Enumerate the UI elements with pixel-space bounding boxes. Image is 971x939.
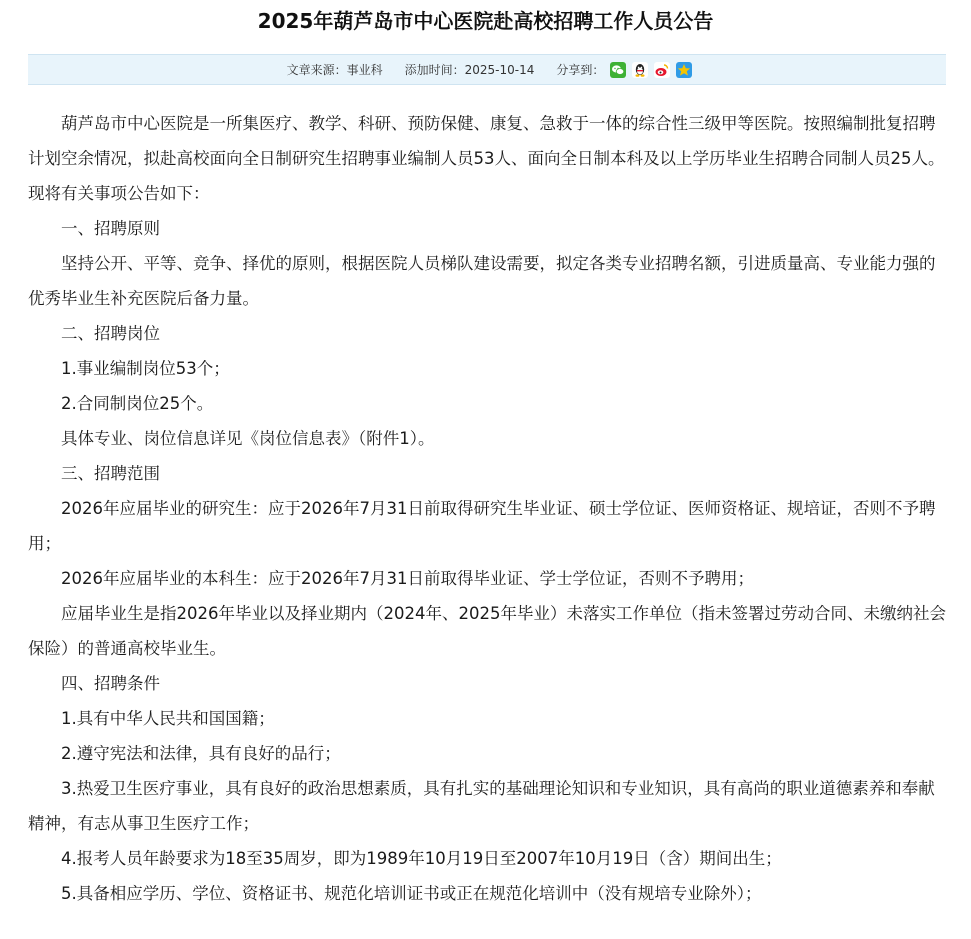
weibo-icon[interactable] (654, 62, 670, 78)
article-meta-bar (28, 54, 946, 85)
qzone-icon[interactable] (676, 62, 692, 78)
wechat-icon[interactable] (610, 62, 626, 78)
section-heading: 一、招聘原则 (28, 219, 160, 238)
qq-icon[interactable] (632, 62, 648, 78)
share-icons (610, 62, 698, 78)
article-paragraph: 1.具有中华人民共和国国籍； (28, 709, 275, 728)
article-paragraph: 具体专业、岗位信息详见《岗位信息表》（附件1）。 (28, 429, 435, 448)
article-source: 文章来源：事业科 (286, 63, 383, 77)
article-paragraph: 1.事业编制岗位53个； (28, 359, 230, 378)
share-section (556, 61, 698, 78)
article-paragraph: 2.合同制岗位25个。 (28, 394, 214, 413)
article-paragraph: 应届毕业生是指2026年毕业以及择业期内（2024年、2025年毕业）未落实工作单位（指未签署过劳动合同、未缴纳社会保险）的普通高校毕业生。 (28, 604, 946, 658)
page-title: 2025年葫芦岛市中心医院赴高校招聘工作人员公告 (257, 9, 714, 33)
article-paragraph: 3.热爱卫生医疗事业，具有良好的政治思想素质，具有扎实的基础理论知识和专业知识，具有高尚的职业道德素养和奉献精神，有志从事卫生医疗工作； (28, 779, 935, 833)
article-paragraph: 2026年应届毕业的本科生：应于2026年7月31日前取得毕业证、学士学位证，否则不予聘用； (28, 569, 754, 588)
share-label: 分享到： (556, 63, 605, 77)
article-paragraph: 坚持公开、平等、竞争、择优的原则，根据医院人员梯队建设需要，拟定各类专业招聘名额，引进质量高、专业能力强的优秀毕业生补充医院后备力量。 (28, 254, 936, 308)
article-date: 添加时间：2025-10-14 (404, 63, 535, 77)
section-heading: 二、招聘岗位 (28, 324, 160, 343)
article-paragraph: 2026年应届毕业的研究生：应于2026年7月31日前取得研究生毕业证、硕士学位证、医师资格证、规培证，否则不予聘用； (28, 499, 936, 553)
article-paragraph: 5.具备相应学历、学位、资格证书、规范化培训证书或正在规范化培训中（没有规培专业除外）； (28, 884, 762, 903)
article-paragraph: 2.遵守宪法和法律，具有良好的品行； (28, 744, 341, 763)
article-body (28, 106, 946, 911)
section-heading: 三、招聘范围 (28, 464, 160, 483)
section-heading: 四、招聘条件 (28, 674, 160, 693)
article-paragraph: 4.报考人员年龄要求为18至35周岁，即为1989年10月19日至2007年10月19日（含）期间出生； (28, 849, 782, 868)
article-paragraph: 葫芦岛市中心医院是一所集医疗、教学、科研、预防保健、康复、急救于一体的综合性三级甲等医院。按照编制批复招聘计划空余情况，拟赴高校面向全日制研究生招聘事业编制人员53人、面向全日制本科及以上学历毕业生招聘合同制人员25人。现将有关事项公告如下： (28, 114, 945, 203)
